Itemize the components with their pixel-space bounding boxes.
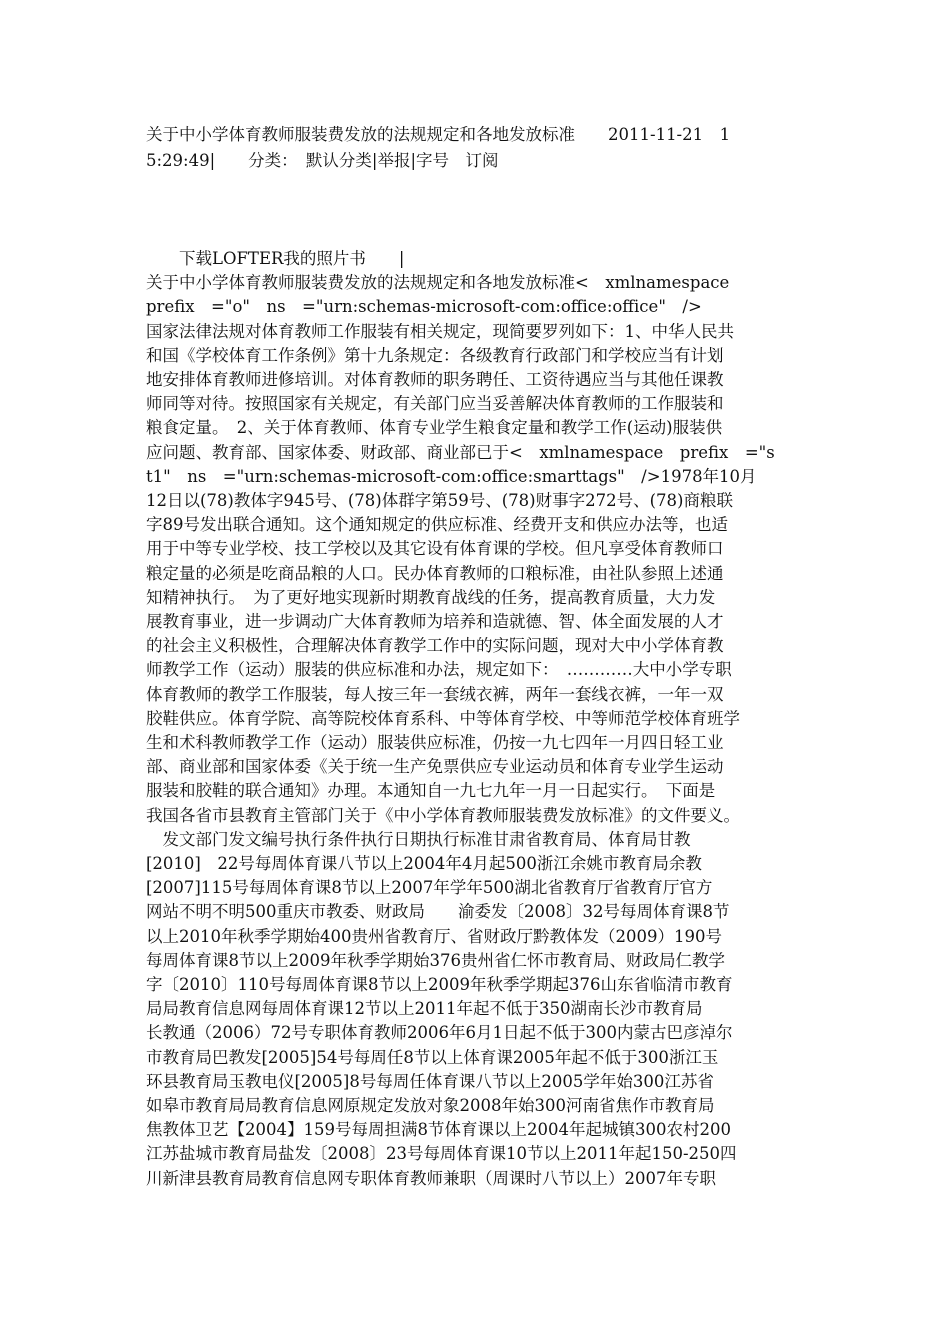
body-line: t1" ns ="urn:schemas-microsoft-com:office:smarttags" />1978年10月 <box>146 466 757 486</box>
body-line: 长教通（2006）72号专职体育教师2006年6月1日起不低于300内蒙古巴彦淖尔 <box>146 1023 733 1043</box>
body-line: 胶鞋供应。体育学院、高等院校体育系科、中等体育学校、中等师范学校体育班学 <box>146 708 740 728</box>
body-line: 服装和胶鞋的联合通知》办理。本通知自一九七九年一月一日起实行。 下面是 <box>146 781 716 801</box>
body-line: 地安排体育教师进修培训。对体育教师的职务聘任、工资待遇应当与其他任课教 <box>146 370 724 389</box>
document-meta: 5:29:49| 分类： 默认分类|举报|字号 订阅 <box>146 151 499 170</box>
body-line: 焦教体卫艺【2004】159号每周担满8节体育课以上2004年起城镇300农村200 <box>146 1120 731 1140</box>
body-line: 展教育事业，进一步调动广大体育教师为培养和造就德、智、体全面发展的人才 <box>146 612 724 631</box>
body-line: 师同等对待。按照国家有关规定，有关部门应当妥善解决体育教师的工作服装和 <box>146 394 724 414</box>
body-line: 和国《学校体育工作条例》第十九条规定：各级教育行政部门和学校应当有计划 <box>146 345 724 365</box>
body-line: [2010] 22号每周体育课八节以上2004年4月起500浙江余姚市教育局余教 <box>146 854 702 873</box>
body-line: 关于中小学体育教师服装费发放的法规规定和各地发放标准< xmlnamespace <box>146 273 730 293</box>
body-line: 粮定量的必须是吃商品粮的人口。民办体育教师的口粮标准，由社队参照上述通 <box>146 563 724 583</box>
body-line: 每周体育课8节以上2009年秋季学期始376贵州省仁怀市教育局、财政局仁教学 <box>146 950 725 970</box>
body-line: 知精神执行。 为了更好地实现新时期教育战线的任务，提高教育质量，大力发 <box>146 587 716 607</box>
body-line: 川新津县教育局教育信息网专职体育教师兼职（周课时八节以上）2007年专职 <box>146 1168 716 1188</box>
body-line: 以上2010年秋季学期始400贵州省教育厅、省财政厅黔教体发（2009）190号 <box>146 926 722 946</box>
body-line: 国家法律法规对体育教师工作服装有相关规定，现简要罗列如下：1、中华人民共 <box>146 321 734 341</box>
body-line: 师教学工作（运动）服装的供应标准和办法，规定如下： …………大中小学专职 <box>146 660 732 680</box>
body-line: 字〔2010〕110号每周体育课8节以上2009年秋季学期起376山东省临清市教育 <box>146 975 733 994</box>
body-line: 字89号发出联合通知。这个通知规定的供应标准、经费开支和供应办法等，也适 <box>146 515 728 535</box>
body-line: prefix ="o" ns ="urn:schemas-microsoft-com:office:office" /> <box>146 297 702 317</box>
body-line: 环县教育局玉教电仪[2005]8号每周任体育课八节以上2005学年始300江苏省 <box>146 1071 714 1091</box>
body-line: 粮食定量。 2、关于体育教师、体育专业学生粮食定量和教学工作(运动)服装供 <box>146 418 723 438</box>
body-line: 我国各省市县教育主管部门关于《中小学体育教师服装费发放标准》的文件要义。 <box>146 805 740 825</box>
body-line: 下载LOFTER我的照片书 | <box>146 249 405 268</box>
body-line: 网站不明不明500重庆市教委、财政局 渝委发〔2008〕32号每周体育课8节 <box>146 902 730 922</box>
body-line: 局局教育信息网每周体育课12节以上2011年起不低于350湖南长沙市教育局 <box>146 999 703 1019</box>
body-line: 体育教师的教学工作服装，每人按三年一套绒衣裤，两年一套线衣裤，一年一双 <box>146 684 724 704</box>
body-line: 部、商业部和国家体委《关于统一生产免票供应专业运动员和体育专业学生运动 <box>146 757 724 777</box>
body-line: [2007]115号每周体育课8节以上2007年学年500湖北省教育厅省教育厅官方 <box>146 878 713 898</box>
body-line: 的社会主义积极性，合理解决体育教学工作中的实际问题，现对大中小学体育教 <box>146 636 724 656</box>
body-line: 12日以(78)教体字945号、(78)体群字第59号、(78)财事字272号、(78)商粮联 <box>146 491 733 510</box>
body-line: 如皋市教育局局教育信息网原规定发放对象2008年始300河南省焦作市教育局 <box>146 1096 715 1115</box>
body-line: 应问题、教育部、国家体委、财政部、商业部已于< xmlnamespace prefix ="s <box>146 442 775 462</box>
body-line: 生和术科教师教学工作（运动）服装供应标准，仍按一九七四年一月四日轻工业 <box>146 733 724 752</box>
body-line: 用于中等专业学校、技工学校以及其它设有体育课的学校。但凡享受体育教师口 <box>146 539 724 559</box>
body-line: 发文部门发文编号执行条件执行日期执行标准甘肃省教育局、体育局甘教 <box>146 829 691 849</box>
document-title: 关于中小学体育教师服装费发放的法规规定和各地发放标准 2011-11-21 1 <box>146 125 731 144</box>
body-line: 江苏盐城市教育局盐发〔2008〕23号每周体育课10节以上2011年起150-250四 <box>146 1144 737 1164</box>
body-line: 市教育局巴教发[2005]54号每周任8节以上体育课2005年起不低于300浙江玉 <box>146 1047 719 1067</box>
